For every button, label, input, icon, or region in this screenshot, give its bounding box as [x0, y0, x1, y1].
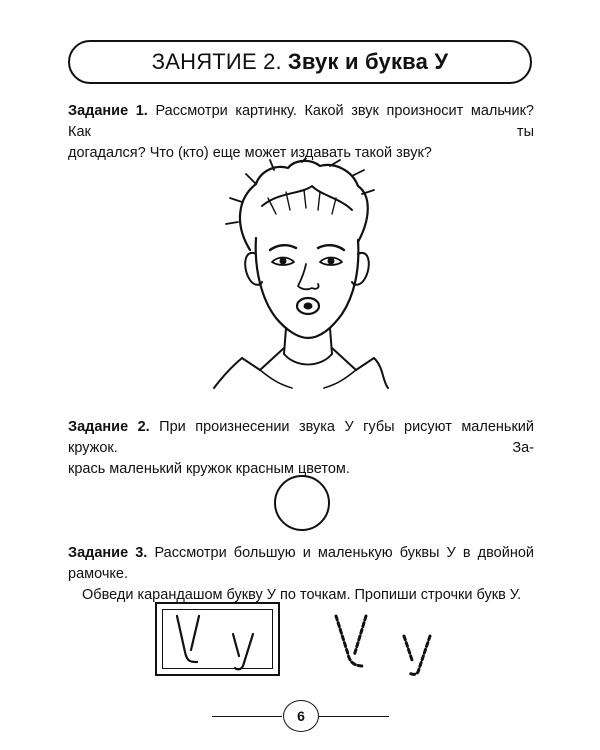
task-1-line-1: Задание 1. Рассмотри картинку. Какой звук произносит мальчик? Как ты [68, 103, 534, 140]
lesson-title [68, 40, 532, 84]
double-frame-letters [155, 602, 280, 676]
task-2-label: Задание 2. [68, 419, 150, 435]
task-1-label: Задание 1. [68, 103, 148, 119]
dotted-small-letter-u [404, 636, 430, 674]
lesson-number: ЗАНЯТИЕ 2. [151, 49, 282, 74]
task-3 [68, 543, 534, 606]
task-2-line-2: крась маленький кружок красным цветом. [68, 461, 350, 477]
task-1 [68, 101, 534, 164]
dotted-big-letter-u [336, 616, 366, 666]
big-letter-u [177, 616, 199, 662]
task-3-line-1: Задание 3. Рассмотри большую и маленькую буквы У в двойной рамочке. [68, 545, 534, 582]
task-2-line-1: Задание 2. При произнесении звука У губы рисуют маленький кружок. За- [68, 419, 534, 456]
page-number-line-right [319, 716, 389, 717]
boy-illustration [212, 158, 390, 390]
task-2 [68, 417, 534, 480]
letters-sample [157, 604, 278, 674]
dotted-letters-trace[interactable] [326, 602, 452, 676]
page-number-line-left [212, 716, 282, 717]
task-3-label: Задание 3. [68, 545, 148, 561]
task-1-line-2: догадался? Что (кто) еще может издавать такой звук? [68, 145, 432, 161]
color-circle[interactable] [274, 475, 330, 531]
small-letter-u [233, 634, 253, 669]
task-3-line-2: Обведи карандашом букву У по точкам. Пропиши строчки букв У. [82, 587, 522, 603]
page-number: 6 [283, 700, 319, 732]
lesson-topic: Звук и буква У [287, 49, 449, 74]
